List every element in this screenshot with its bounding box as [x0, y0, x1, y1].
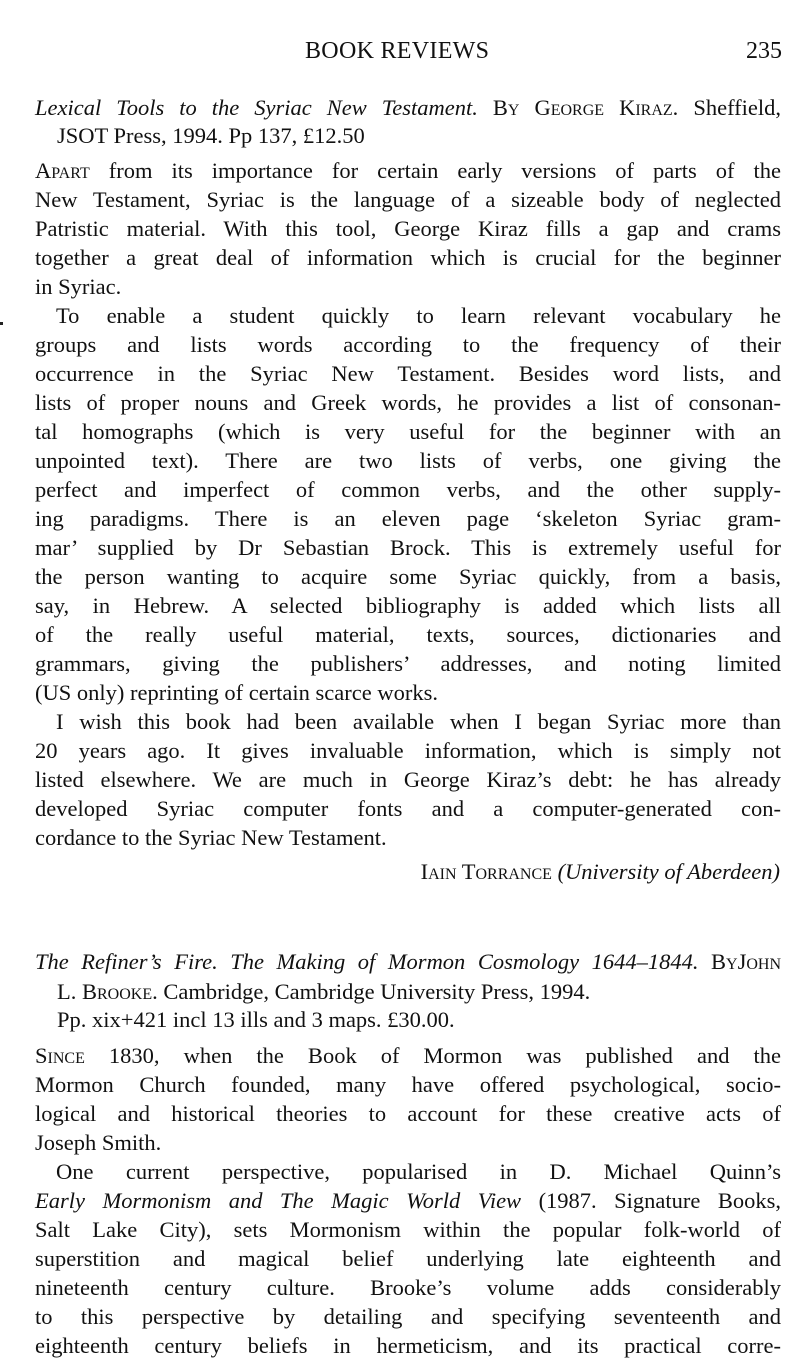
review2-p2-l4: superstition and magical belief underlying late eighteenth and	[35, 1246, 781, 1271]
review1-dropcap: Apart	[35, 158, 90, 183]
review2-p2-l6: to this perspective by detailing and specifying seventeenth and	[35, 1304, 781, 1329]
reviewer-affiliation: (University of Aberdeen)	[557, 859, 780, 884]
running-header	[0, 38, 800, 70]
review1-p2-l6: unpointed text). There are two lists of verbs, one giving the	[35, 448, 781, 473]
review1-p3-l1: I wish this book had been available when I began Syriac more than	[56, 709, 781, 734]
review1-author: George Kiraz	[534, 95, 673, 120]
review1-p2-l13: grammars, giving the publishers’ addresses, and noting limited	[35, 651, 781, 676]
reviewer-name: Iain Torrance	[420, 859, 552, 884]
review1-p2-l4: lists of proper nouns and Greek words, he provides a list of consonan-	[35, 390, 781, 415]
review2-p2-l1: One current perspective, popularised in D. Michael Quinn’s	[56, 1159, 781, 1184]
review1-p2-l5: tal homographs (which is very useful for the beginner with an	[35, 419, 781, 444]
review1-signature	[421, 858, 780, 886]
running-title: BOOK REVIEWS	[305, 38, 490, 64]
review2-p2-l3: Salt Lake City), sets Mormonism within the popular folk-world of	[35, 1217, 781, 1242]
quinn-book-title: Early Mormonism and The Magic World View	[35, 1188, 522, 1213]
review2-p1-l2: Mormon Church founded, many have offered psychological, socio-	[35, 1072, 781, 1097]
review1-by: By	[492, 95, 520, 120]
review2-author-last: L. Brooke	[57, 979, 153, 1004]
review2-p2-l5: nineteenth century culture. Brooke’s volume adds considerably	[35, 1275, 781, 1300]
review1-book-title: Lexical Tools to the Syriac New Testament.	[35, 95, 478, 120]
review2-dropcap: Since	[35, 1043, 85, 1068]
review1-p1-l5: in Syriac.	[35, 274, 122, 299]
review2-author-first: John	[737, 949, 782, 974]
review2-book-title: The Refiner’s Fire. The Making of Mormon Cosmology 1644–1844.	[35, 949, 699, 974]
review1-p3-l2: 20 years ago. It gives invaluable information, which is simply not	[35, 738, 781, 763]
review1-p2-l12: of the really useful material, texts, sources, dictionaries and	[35, 622, 781, 647]
review2-p2-l7: eighteenth century beliefs in hermeticism, and its practical corre-	[35, 1333, 781, 1358]
review1-citation-line1	[35, 94, 781, 122]
review1-p1-l4: together a great deal of information which is crucial for the beginner	[35, 245, 781, 270]
review1-citation-line2: JSOT Press, 1994. Pp 137, £12.50	[57, 123, 365, 148]
review2-p1-l3: logical and historical theories to account for these creative acts of	[35, 1101, 781, 1126]
review1-citation-rest: . Sheffield,	[672, 95, 782, 120]
review2-citation-line2: L. Brooke. Cambridge, Cambridge University Press, 1994.	[57, 979, 591, 1004]
review2-p2-l2: Early Mormonism and The Magic World View (1987. Signature Books,	[35, 1188, 781, 1213]
review1-p2-l3: occurrence in the Syriac New Testament. Besides word lists, and	[35, 361, 781, 386]
review1-p1-l2: New Testament, Syriac is the language of a sizeable body of neglected	[35, 187, 781, 212]
review1-p2-l8: ing paradigms. There is an eleven page ‘skeleton Syriac gram-	[35, 506, 781, 531]
review2-p1-l1: Since 1830, when the Book of Mormon was published and the	[35, 1043, 781, 1068]
review1-p3-l3: listed elsewhere. We are much in George Kiraz’s debt: he has already	[35, 767, 781, 792]
review1-p2-l7: perfect and imperfect of common verbs, and the other supply-	[35, 477, 781, 502]
page-number: 235	[746, 38, 782, 64]
review2-citation-line3: Pp. xix+421 incl 13 ills and 3 maps. £30.00.	[57, 1007, 455, 1032]
review1-p2-l9: mar’ supplied by Dr Sebastian Brock. This is extremely useful for	[35, 535, 781, 560]
margin-mark	[0, 322, 3, 325]
review1-p1-l1: Apart from its importance for certain early versions of parts of the	[35, 158, 782, 183]
review2-p1-l4: Joseph Smith.	[35, 1130, 162, 1155]
review1-p2-l1: To enable a student quickly to learn relevant vocabulary he	[56, 303, 781, 328]
review2-citation-line1: The Refiner’s Fire. The Making of Mormon Cosmology 1644–1844. ByJohn	[35, 949, 782, 974]
review1-p2-l2: groups and lists words according to the frequency of their	[35, 332, 781, 357]
review1-p2-l14: (US only) reprinting of certain scarce works.	[35, 680, 438, 705]
review1-p3-l5: cordance to the Syriac New Testament.	[35, 825, 387, 850]
review1-p1-l3: Patristic material. With this tool, George Kiraz fills a gap and crams	[35, 216, 781, 241]
review1-p2-l11: say, in Hebrew. A selected bibliography is added which lists all	[35, 593, 781, 618]
review1-p2-l10: the person wanting to acquire some Syriac quickly, from a basis,	[35, 564, 781, 589]
review1-p3-l4: developed Syriac computer fonts and a computer-generated con-	[35, 796, 781, 821]
